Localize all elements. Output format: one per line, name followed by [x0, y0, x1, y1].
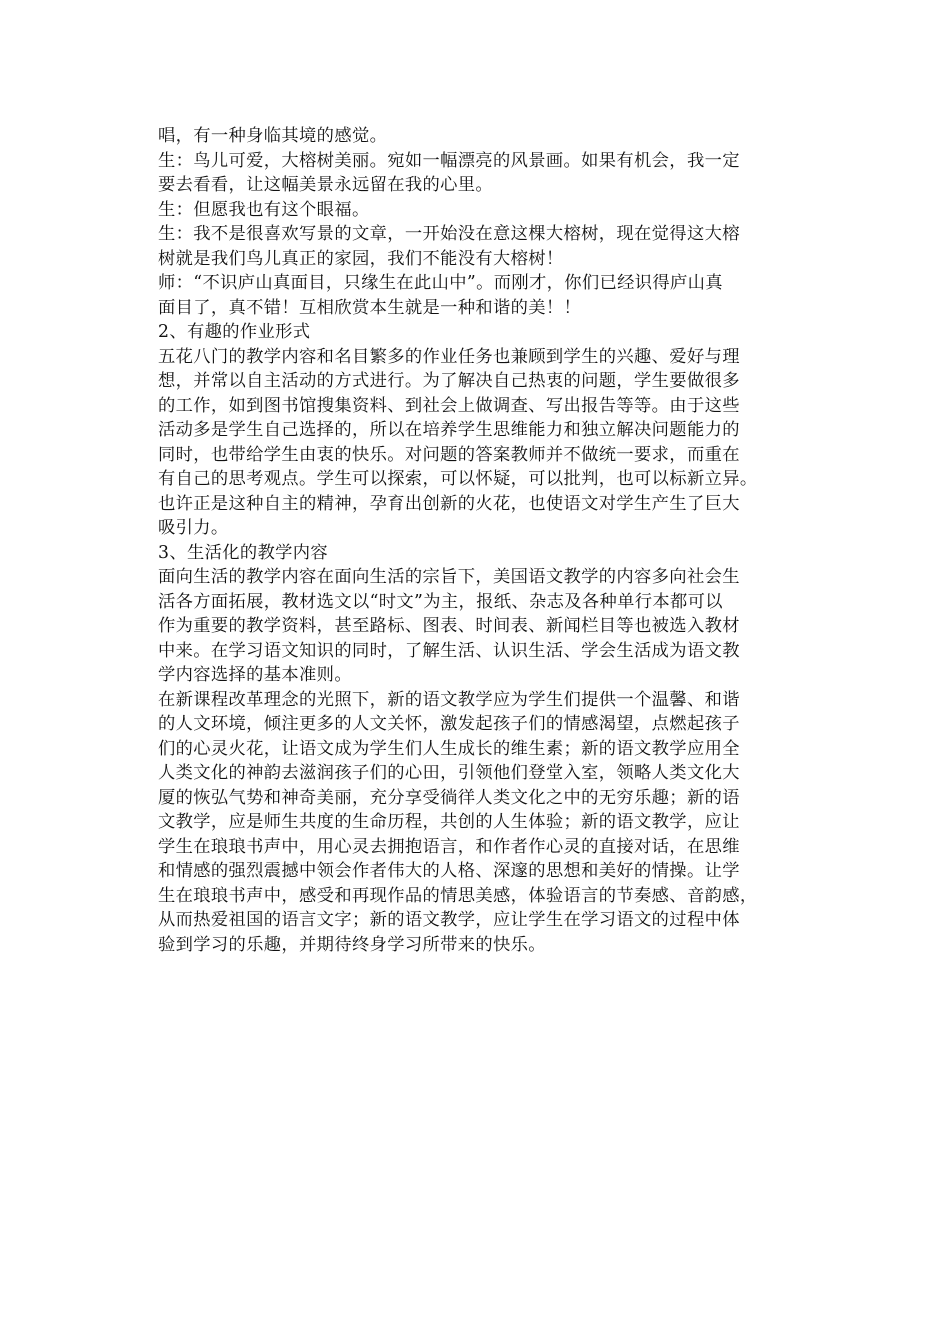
- text-line: 验到学习的乐趣，并期待终身学习所带来的快乐。: [158, 934, 546, 955]
- text-line: 生：鸟儿可爱，大榕树美丽。宛如一幅漂亮的风景画。如果有机会，我一定: [158, 150, 740, 171]
- text-line: 面向生活的教学内容在面向生活的宗旨下，美国语文教学的内容多向社会生: [158, 567, 740, 587]
- text-line: 师：“不识庐山真面目，只缘生在此山中”。而刚才，你们已经识得庐山真: [158, 273, 723, 293]
- text-line: 也许正是这种自主的精神，孕育出创新的火花，也使语文对学生产生了巨大: [158, 493, 740, 514]
- text-line: 人类文化的神韵去滋润孩子们的心田，引领他们登堂入室，领略人类文化大: [158, 763, 740, 783]
- text-line: 要去看看，让这幅美景永远留在我的心里。: [158, 175, 493, 195]
- document-page: [158, 124, 808, 957]
- text-line: 的工作，如到图书馆搜集资料、到社会上做调查、写出报告等等。由于这些: [158, 395, 740, 416]
- text-line: 作为重要的教学资料，甚至路标、图表、时间表、新闻栏目等也被选入教材: [158, 616, 740, 636]
- text-line: 和情感的强烈震撼中领会作者伟大的人格、深邃的思想和美好的情操。让学: [158, 861, 740, 881]
- text-line: 学内容选择的基本准则。: [158, 665, 352, 685]
- section-heading: 2、有趣的作业形式: [158, 322, 311, 342]
- text-line: 的人文环境，倾注更多的人文关怀，激发起孩子们的情感渴望，点燃起孩子: [158, 714, 740, 734]
- text-line: 五花八门的教学内容和名目繁多的作业任务也兼顾到学生的兴趣、爱好与理: [158, 346, 740, 367]
- text-line: 活动多是学生自己选择的，所以在培养学生思维能力和独立解决问题能力的: [158, 420, 740, 440]
- text-line: 从而热爱祖国的语言文字；新的语文教学，应让学生在学习语文的过程中体: [158, 910, 740, 930]
- text-line: 生：我不是很喜欢写景的文章，一开始没在意这棵大榕树，现在觉得这大榕: [158, 224, 740, 244]
- text-line: 吸引力。: [158, 518, 229, 538]
- text-line: 厦的恢弘气势和神奇美丽，充分享受徜徉人类文化之中的无穷乐趣；新的语: [158, 787, 740, 808]
- text-line: 有自己的思考观点。学生可以探索，可以怀疑，可以批判，也可以标新立异。: [158, 469, 758, 489]
- text-line: 中来。在学习语文知识的同时，了解生活、认识生活、学会生活成为语文教: [158, 640, 740, 661]
- text-line: 唱，有一种身临其境的感觉。: [158, 126, 388, 146]
- text-line: 在新课程改革理念的光照下，新的语文教学应为学生们提供一个温馨、和谐: [158, 689, 740, 710]
- text-line: 树就是我们鸟儿真正的家园，我们不能没有大榕树！: [158, 248, 564, 269]
- text-line: 面目了，真不错！互相欣赏本生就是一种和谐的美！！: [158, 297, 582, 318]
- section-heading: 3、生活化的教学内容: [158, 542, 329, 563]
- text-line: 学生在琅琅书声中，用心灵去拥抱语言，和作者作心灵的直接对话，在思维: [158, 836, 740, 857]
- text-line: 生：但愿我也有这个眼福。: [158, 199, 370, 220]
- text-line: 生在琅琅书声中，感受和再现作品的情思美感，体验语言的节奏感、音韵感，: [158, 885, 758, 906]
- text-line: 活各方面拓展，教材选文以“时文”为主，报纸、杂志及各种单行本都可以: [158, 591, 723, 612]
- text-line: 同时，也带给学生由衷的快乐。对问题的答案教师并不做统一要求，而重在: [158, 444, 740, 465]
- text-line: 们的心灵火花，让语文成为学生们人生成长的维生素；新的语文教学应用全: [158, 738, 740, 759]
- text-line: 文教学，应是师生共度的生命历程，共创的人生体验；新的语文教学，应让: [158, 812, 740, 832]
- text-line: 想，并常以自主活动的方式进行。为了解决自己热衷的问题，学生要做很多: [158, 371, 740, 391]
